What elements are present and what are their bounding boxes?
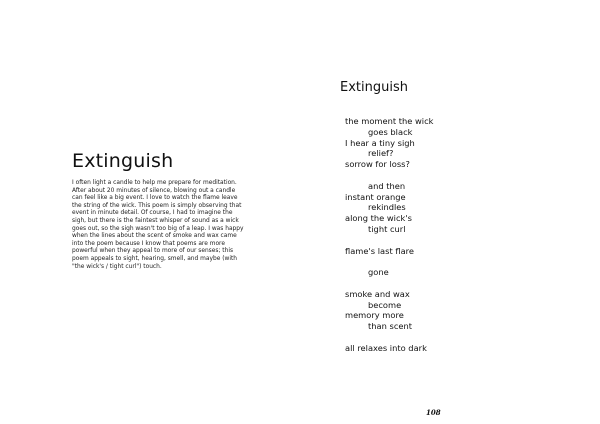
essay-line: goes out, so the sigh wasn't too big of a leap. I was happy [72, 225, 244, 232]
essay-line: powerful when they appeal to more of our senses; this [72, 248, 234, 255]
essay-line: can feel like a big event. I love to watch the flame leave [72, 195, 238, 202]
poem-line: and then [368, 180, 406, 191]
poem-body [345, 116, 545, 354]
poem-line: than scent [368, 321, 412, 332]
poem-line: flame's last flare [345, 245, 414, 256]
poem-line: instant orange [345, 191, 406, 202]
essay-line: when the lines about the scent of smoke and wax came [72, 233, 237, 240]
poem-line: along the wick's [345, 213, 412, 224]
page-number: 108 [426, 408, 441, 417]
stanza-break [345, 332, 545, 343]
essay-line: I often light a candle to help me prepare for meditation. [72, 180, 237, 186]
poem-line: gone [368, 267, 389, 278]
essay-line: After about 20 minutes of silence, blowing out a candle [72, 187, 236, 194]
essay-line: into the poem because I know that poems are more [72, 240, 225, 247]
poem-line: goes black [368, 126, 413, 137]
essay-line: the string of the wick. This poem is simply observing that [72, 202, 242, 209]
poem-line: the moment the wick [345, 116, 434, 126]
essay-line: poem appeals to sight, hearing, smell, and maybe (with [72, 255, 238, 262]
essay-paragraph [72, 180, 272, 271]
poem-line: all relaxes into dark [345, 342, 427, 353]
poem-line: sorrow for loss? [345, 159, 410, 170]
right-page [300, 0, 600, 424]
essay-line: "the wick's / tight curl") touch. [72, 263, 162, 270]
poem-line: memory more [345, 310, 404, 321]
stanza-break [345, 235, 545, 246]
stanza-break [345, 278, 545, 289]
poem-line: become [368, 299, 402, 310]
poem-line: I hear a tiny sigh [345, 137, 415, 148]
poem-line: rekindles [368, 202, 406, 213]
stanza-break [345, 170, 545, 181]
poem-line: smoke and wax [345, 288, 410, 299]
poem-line: relief? [368, 148, 394, 159]
essay-line: sigh, but there is the faintest whisper of sound as a wick [72, 217, 239, 224]
poem-title: Extinguish [340, 80, 408, 95]
stanza-break [345, 256, 545, 267]
poem-line: tight curl [368, 223, 406, 234]
essay-title: Extinguish [72, 150, 174, 172]
essay-line: event in minute detail. Of course, I had to imagine the [72, 210, 233, 217]
